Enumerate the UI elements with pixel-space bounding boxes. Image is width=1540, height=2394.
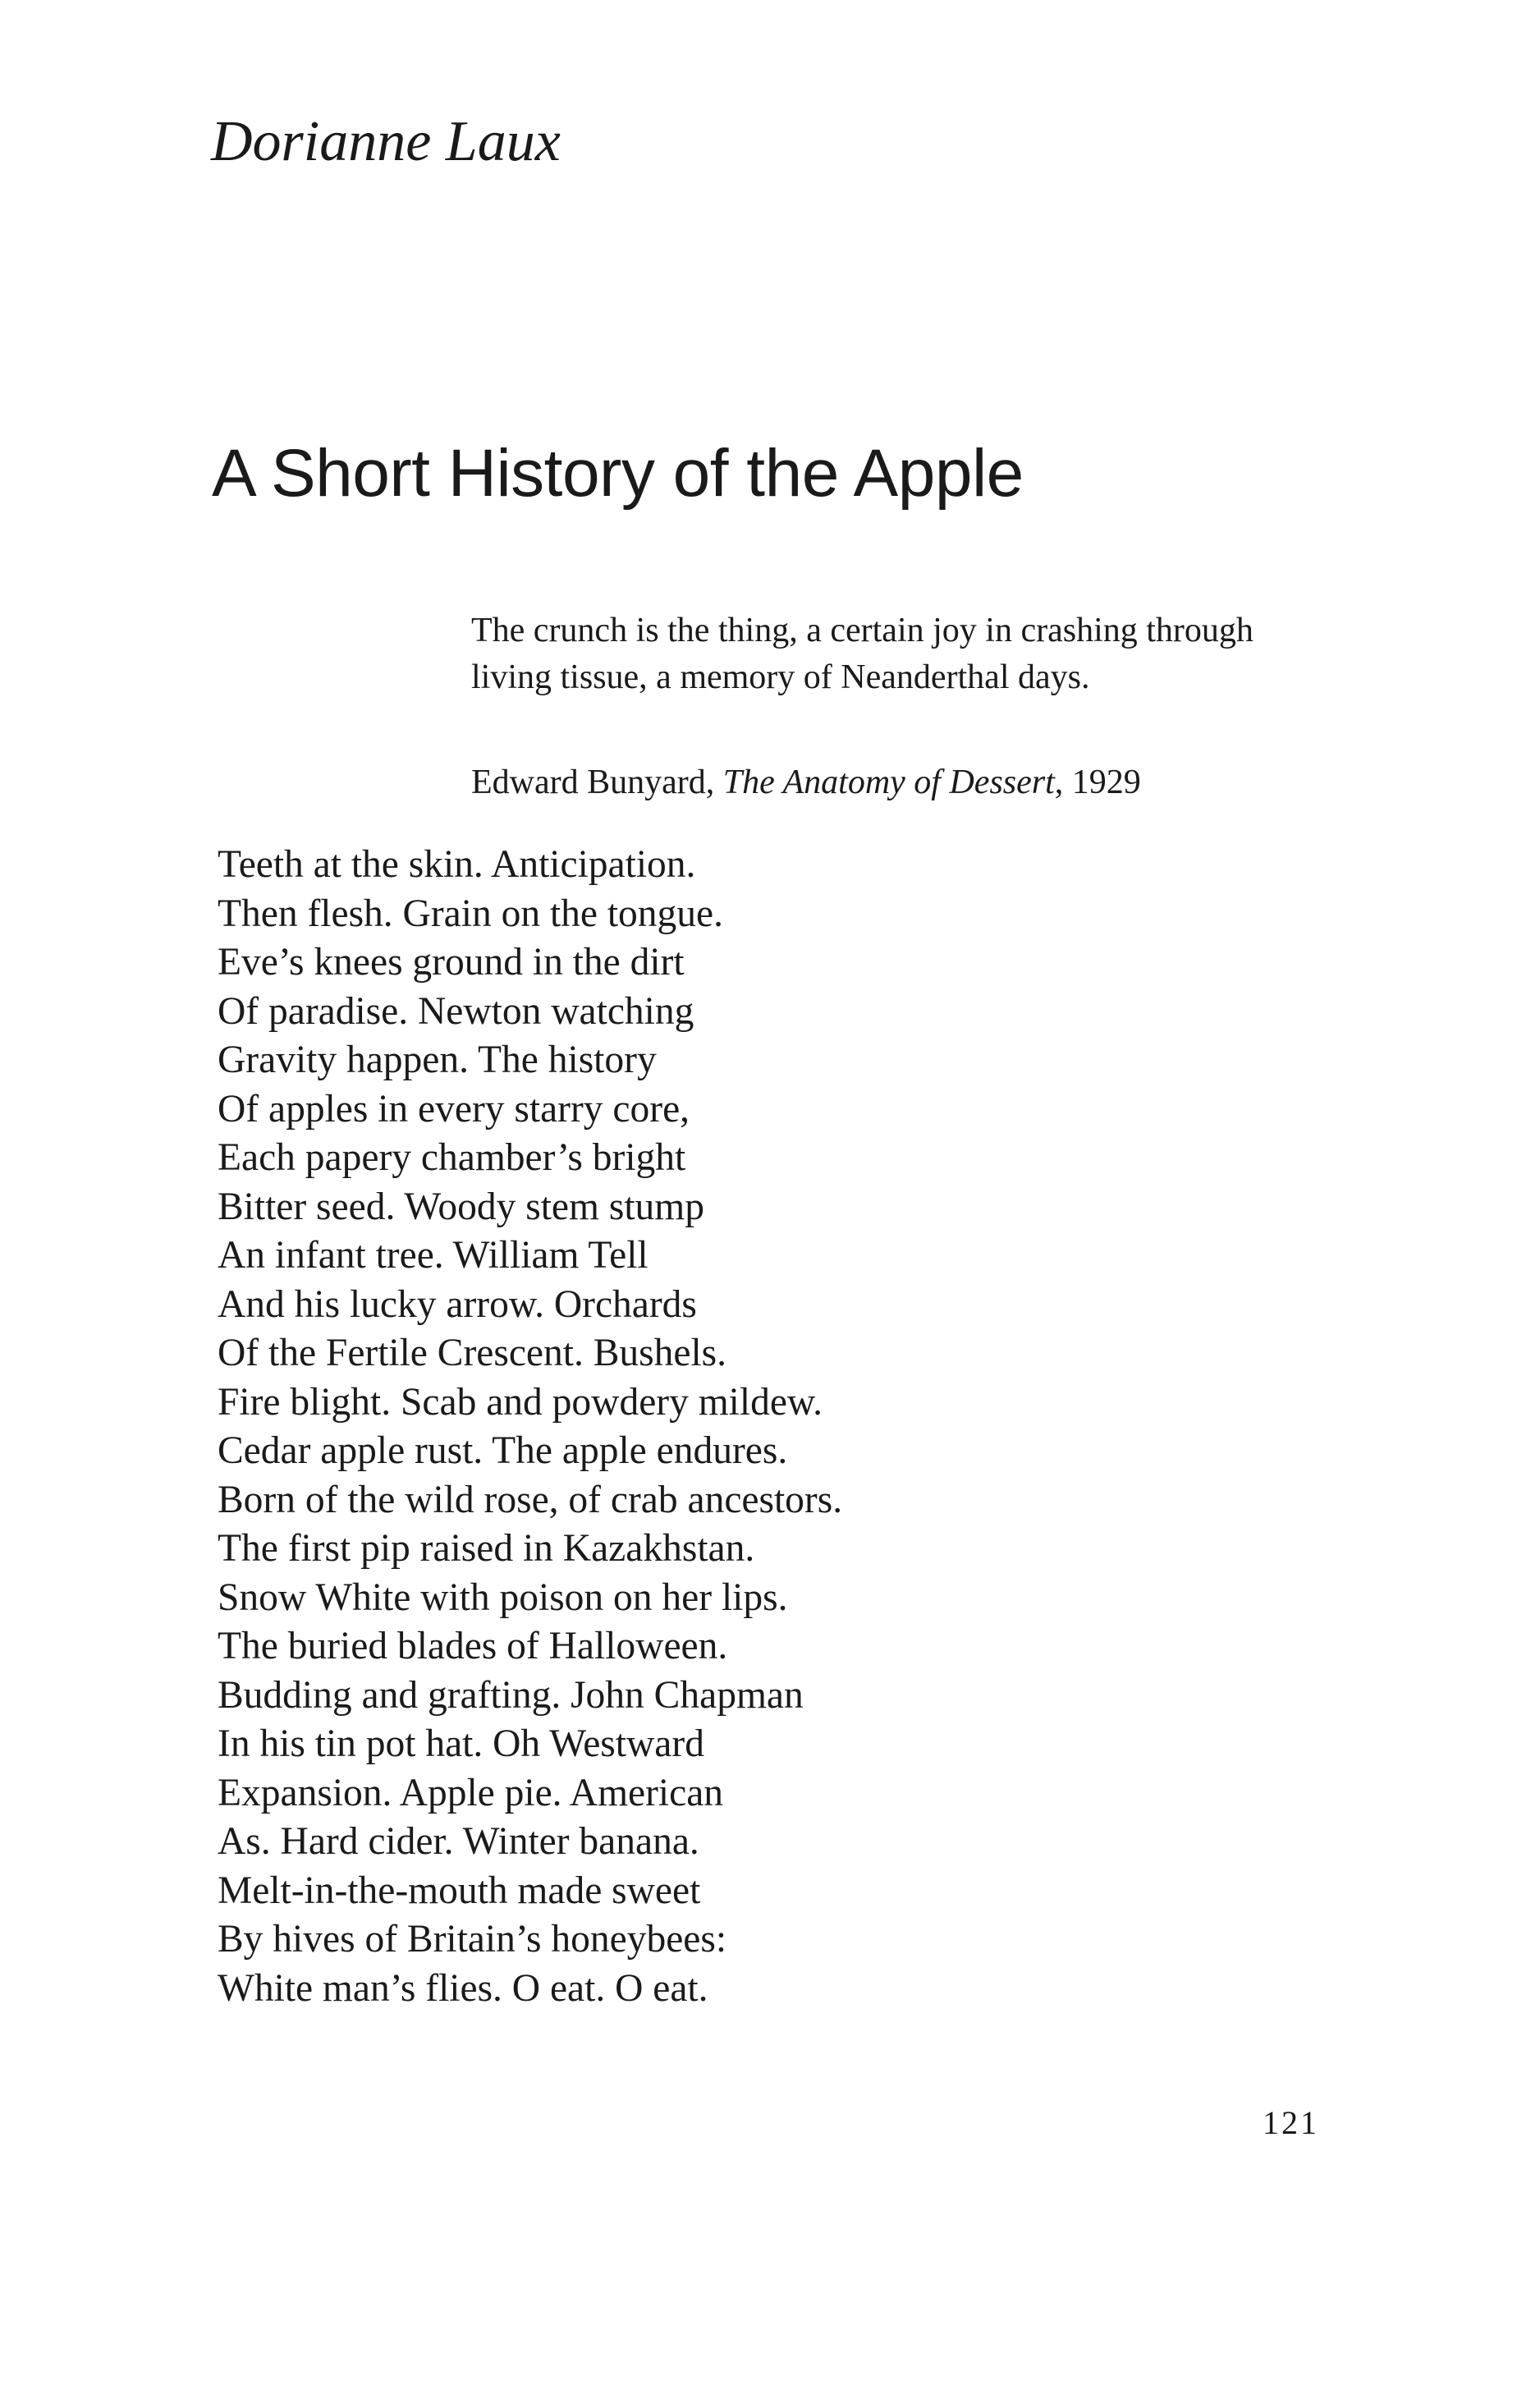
poem-line: Cedar apple rust. The apple endures. <box>218 1429 788 1472</box>
poem-body <box>218 841 1285 2013</box>
poem-line: The buried blades of Halloween. <box>218 1625 728 1667</box>
epigraph-line: The crunch is the thing, a certain joy in crashing through <box>471 612 1254 649</box>
poem-line: An infant tree. William Tell <box>218 1234 649 1277</box>
poem-line: Each papery chamber’s bright <box>218 1136 686 1179</box>
attribution-author: Edward Bunyard, <box>471 764 723 801</box>
poem-line: Of the Fertile Crescent. Bushels. <box>218 1332 727 1374</box>
poem-line: Melt-in-the-mouth made sweet <box>218 1869 701 1912</box>
poem-line: Born of the wild rose, of crab ancestors. <box>218 1478 843 1521</box>
page-number: 121 <box>1263 2104 1319 2141</box>
epigraph <box>471 608 1415 806</box>
poem-line: Of paradise. Newton watching <box>218 989 694 1033</box>
epigraph-line: living tissue, a memory of Neanderthal days. <box>471 658 1090 696</box>
author-name: Dorianne Laux <box>211 110 561 173</box>
poem-line: Of apples in every starry core, <box>218 1087 690 1130</box>
poem-line: By hives of Britain’s honeybees: <box>218 1918 727 1961</box>
poem-title: A Short History of the Apple <box>212 436 1024 511</box>
poem-line: Fire blight. Scab and powdery mildew. <box>218 1380 823 1424</box>
poem-line: Then flesh. Grain on the tongue. <box>218 892 724 935</box>
poem-line: White man’s flies. O eat. O eat. <box>218 1966 708 2010</box>
poem-line: As. Hard cider. Winter banana. <box>218 1820 699 1863</box>
poem-line: Bitter seed. Woody stem stump <box>218 1185 704 1228</box>
poem-line: Budding and grafting. John Chapman <box>218 1673 804 1717</box>
poem-line: And his lucky arrow. Orchards <box>218 1282 697 1326</box>
poem-line: Expansion. Apple pie. American <box>218 1771 724 1814</box>
poem-line: Gravity happen. The history <box>218 1039 657 1081</box>
attribution-year: , 1929 <box>1054 764 1141 801</box>
poem-line: In his tin pot hat. Oh Westward <box>218 1722 704 1765</box>
poem-line: Teeth at the skin. Anticipation. <box>218 843 696 886</box>
attribution-work: The Anatomy of Dessert <box>722 764 1055 801</box>
poem-line: The first pip raised in Kazakhstan. <box>218 1527 755 1570</box>
poem-line: Eve’s knees ground in the dirt <box>218 941 685 984</box>
epigraph-attribution <box>471 759 1415 806</box>
poem-line: Snow White with poison on her lips. <box>218 1575 788 1619</box>
